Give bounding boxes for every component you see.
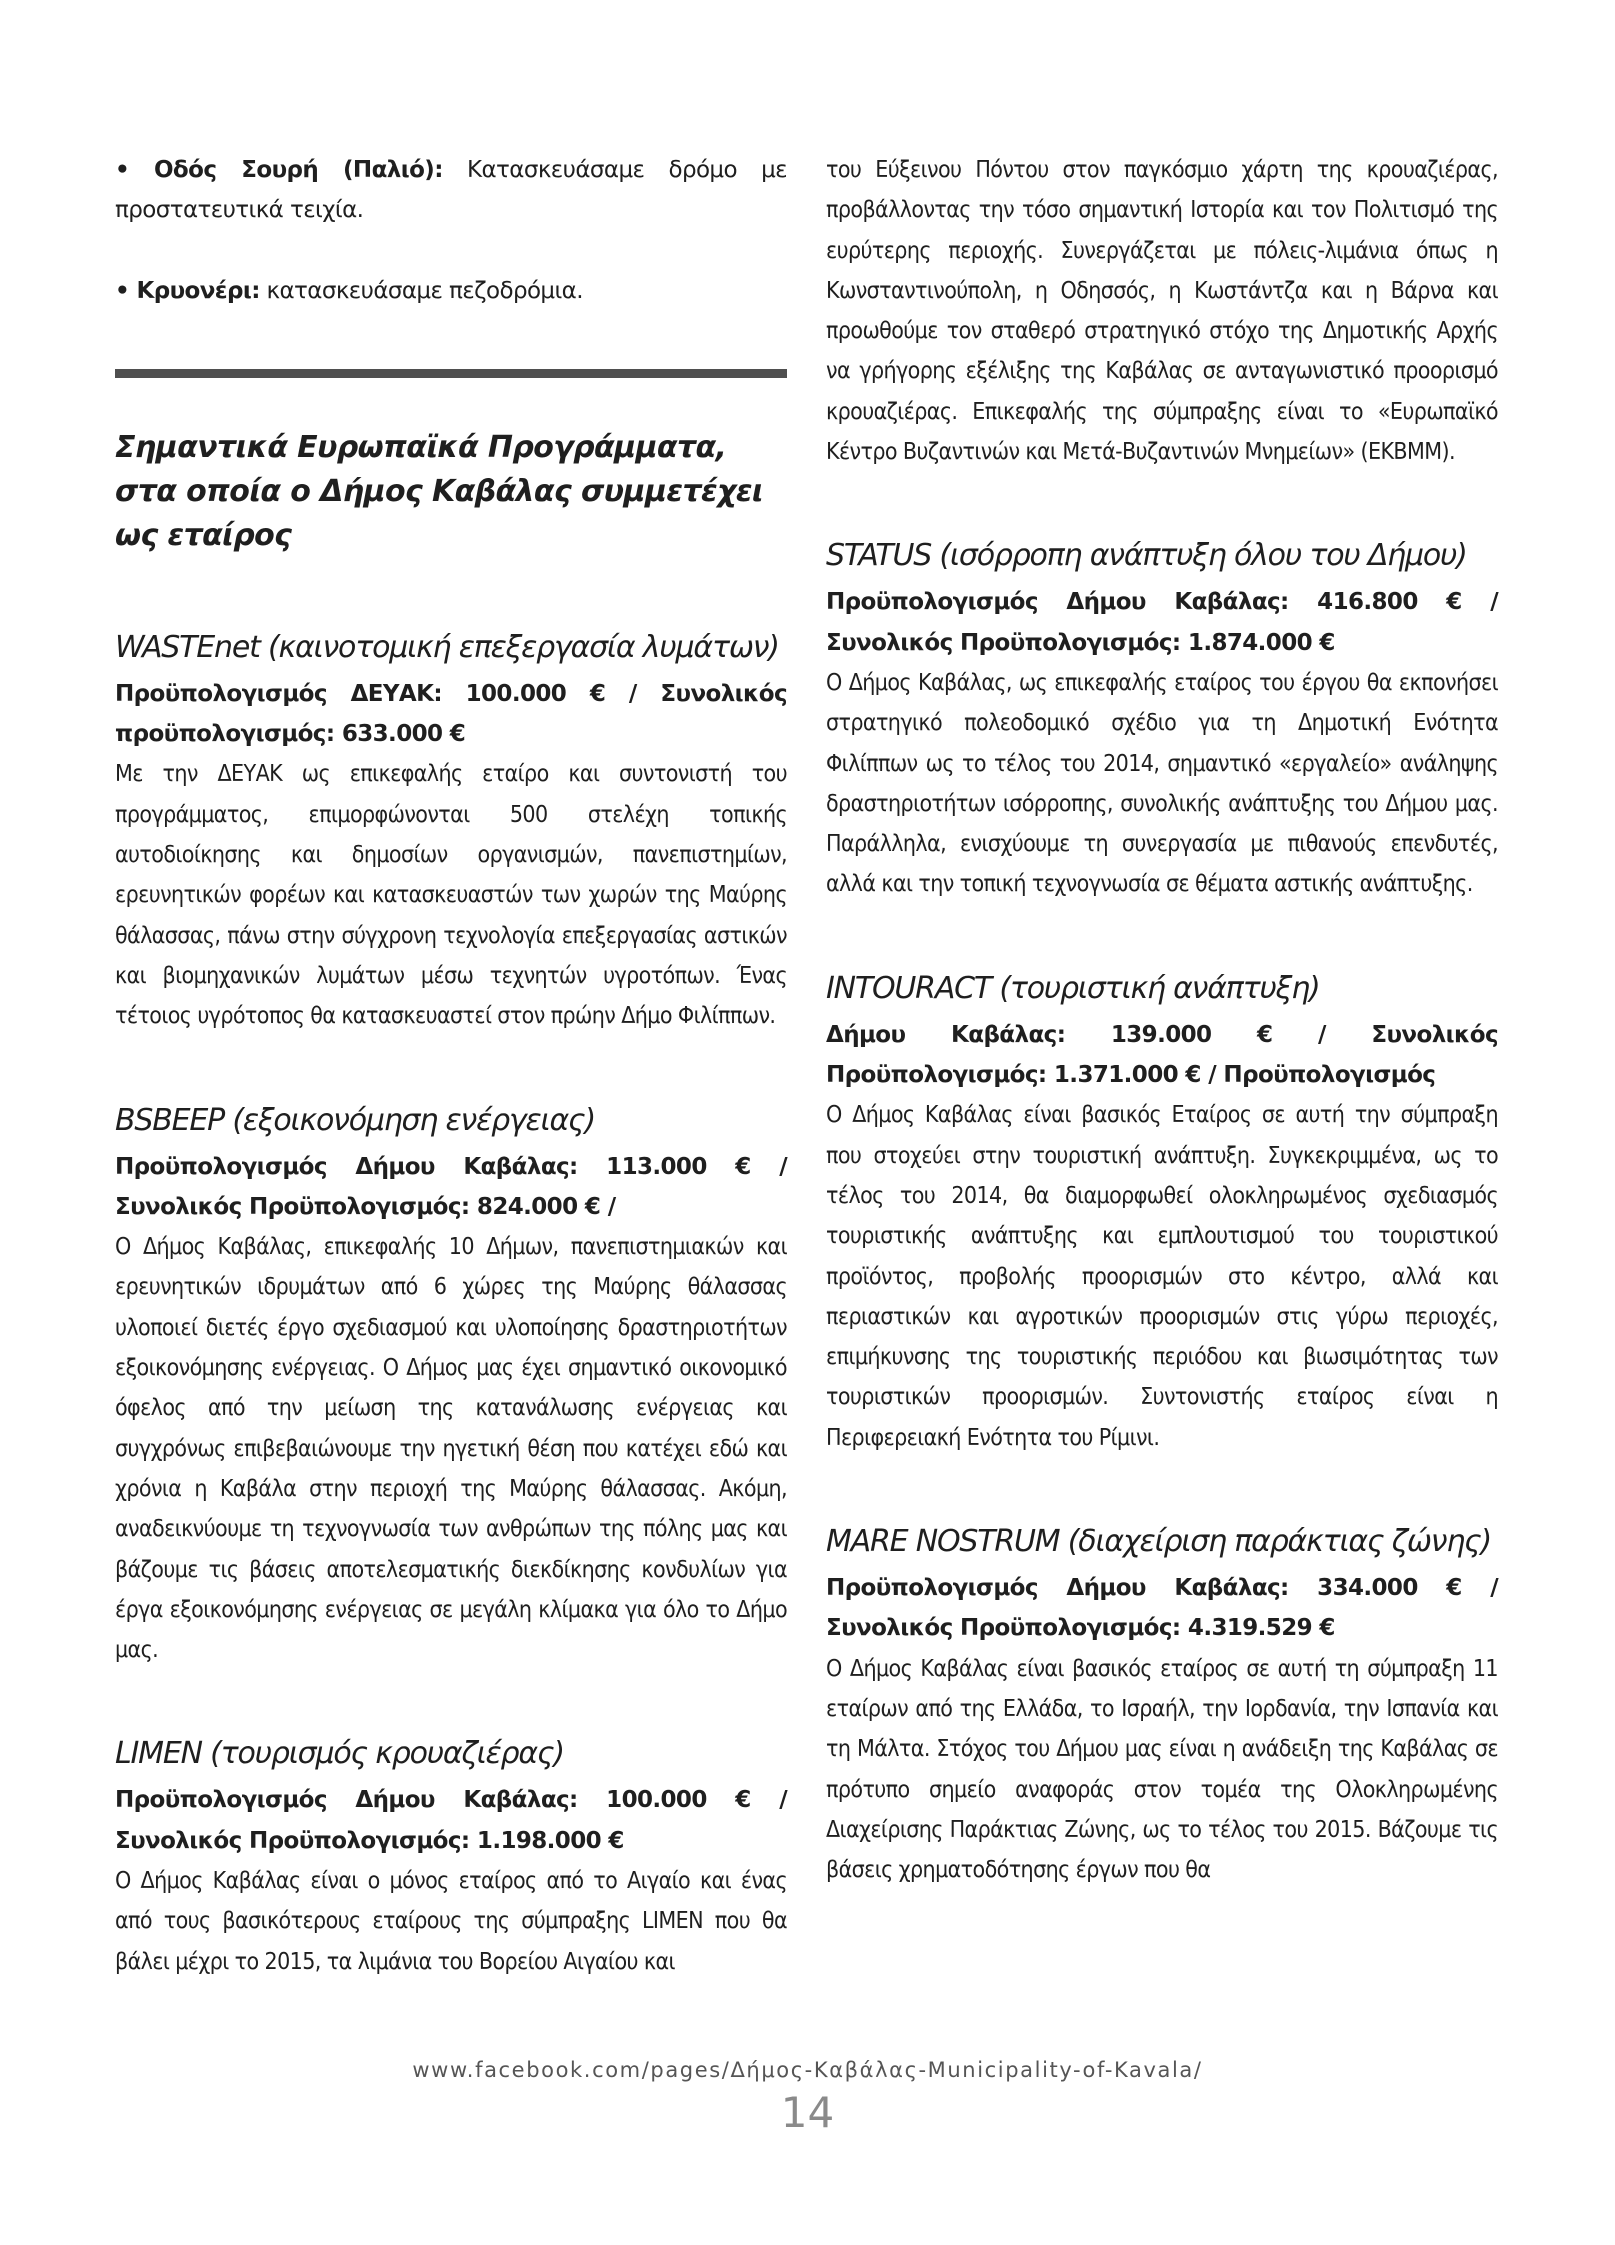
project-budget: Προϋπολογισμός Δήμου Καβάλας: 416.800 € / Συνολικός Προϋπολογισμός: 1.874.000 € (826, 589, 1498, 656)
project-budget: Προϋπολογισμός Δήμου Καβάλας: 100.000 € / Συνολικός Προϋπολογισμός: 1.198.000 € (115, 1787, 787, 1854)
project-budget: Προϋπολογισμός Δήμου Καβάλας: 334.000 € / Συνολικός Προϋπολογισμός: 4.319.529 € (826, 1575, 1498, 1642)
intro-text: του Εύξεινου Πόντου στον παγκόσμιο χάρτη της κρουαζιέρας, προβάλλοντας την τόσο σημαντική Ιστορία και τον Πολιτισμό της ευρύτερης περιοχής. Συνεργάζεται με πόλεις-λιμάνια όπως η Κωνσταντινούπολη, η Οδησσός, η Κωστάντζα και η Βάρνα και προωθούμε τον σταθερό στρατηγικό στόχο της Δημοτικής Αρχής να γρήγορης εξέλιξης της Καβάλας σε ανταγωνιστικό προορισμό κρουαζιέρας. Επικεφαλής της σύμπραξης είναι το «Ευρωπαϊκό Κέντρο Βυζαντινών και Μετά-Βυζαντινών Μνημείων» (ΕΚΒΜΜ). (826, 157, 1498, 466)
section-divider (115, 369, 787, 378)
project-limen (115, 1736, 787, 1981)
left-column (115, 150, 787, 1982)
project-budget: Δήμου Καβάλας: 139.000 € / Συνολικός Προϋπολογισμός: 1.371.000 € / Προϋπολογισμός (826, 1021, 1498, 1089)
bullet-label: • Οδός Σουρή (Παλιό): (115, 157, 443, 183)
project-code: MARE NOSTRUM (826, 1524, 1060, 1560)
section-heading: Σημαντικά Ευρωπαϊκά Προγράμματα, στα οποία ο Δήμος Καβάλας συμμετέχει ως εταίρος (115, 429, 764, 553)
project-desc: (καινοτομική επεξεργασία λυμάτων) (259, 629, 779, 665)
project-bsbeep (115, 1103, 787, 1671)
project-intouract (826, 971, 1498, 1458)
bullet-text: κατασκευάσαμε πεζοδρόμια. (259, 277, 583, 304)
project-budget: Προϋπολογισμός ΔΕΥΑΚ: 100.000 € / Συνολικός προϋπολογισμός: 633.000 € (115, 680, 787, 748)
project-desc: (εξοικονόμηση ενέργειας) (224, 1102, 595, 1138)
page-number: 14 (780, 2088, 835, 2137)
project-mare-nostrum (826, 1524, 1498, 1890)
bullet-label: • Κρυονέρι: (115, 277, 260, 304)
project-title (826, 971, 1498, 1007)
project-desc: (ισόρροπη ανάπτυξη όλου του Δήμου) (931, 538, 1467, 574)
project-code: WASTEnet (115, 629, 260, 665)
project-title (115, 630, 787, 666)
project-code: LIMEN (115, 1736, 202, 1772)
project-desc: (τουριστική ανάπτυξη) (991, 970, 1320, 1006)
project-status (826, 538, 1498, 904)
project-text: Ο Δήμος Καβάλας, ως επικεφαλής εταίρος του έργου θα εκπονήσει στρατηγικό πολεοδομικό σχέδιο για τη Δημοτική Ενότητα Φιλίππων ως το τέλος του 2014, σημαντικό «εργαλείο» ανάληψης δραστηριοτήτων ισόρροπης, συνολικής ανάπτυξης του Δήμου μας. Παράλληλα, ενισχύουμε τη συνεργασία με πιθανούς επενδυτές, αλλά και την τοπική τεχνογνωσία σε θέματα αστικής ανάπτυξης. (826, 669, 1498, 898)
project-title (115, 1736, 787, 1772)
project-text: Ο Δήμος Καβάλας είναι βασικός Εταίρος σε αυτή την σύμπραξη που στοχεύει στην τουριστική ανάπτυξη. Συγκεκριμμένα, ως το τέλος του 2014, θα διαμορφωθεί ολοκληρωμένος σχεδιασμός τουριστικής ανάπτυξης και εμπλουτισμού του τουριστικού προϊόντος, προβολής προορισμών στο κέντρο, αλλά και περιαστικών και αγροτικών προορισμών στις γύρω περιοχές, επιμήκυνσης της τουριστικής περιόδου και βιωσιμότητας των τουριστικών προορισμών. Συντονιστής εταίρος είναι η Περιφερειακή Ενότητα του Ρίμινι. (826, 1102, 1498, 1451)
project-budget: Προϋπολογισμός Δήμου Καβάλας: 113.000 € / Συνολικός Προϋπολογισμός: 824.000 € / (115, 1153, 787, 1220)
bullet-item (115, 150, 787, 231)
project-text: Ο Δήμος Καβάλας, επικεφαλής 10 Δήμων, πανεπιστημιακών και ερευνητικών ιδρυμάτων από 6 χώρες της Μαύρης θάλασσας υλοποιεί διετές έργο σχεδιασμού και υλοποίησης δραστηριοτήτων εξοικονόμησης ενέργειας. Ο Δήμος μας έχει σημαντικό οικονομικό όφελος από την μείωση της κατανάλωσης ενέργειας και συγχρόνως επιβεβαιώνουμε την ηγετική θέση που κατέχει εδώ και χρόνια η Καβάλα στην περιοχή της Μαύρης θάλασσας. Ακόμη, αναδεικνύουμε τη τεχνογνωσία των ανθρώπων της πόλης μας και βάζουμε τις βάσεις αποτελεσματικής διεκδίκησης κονδυλίων για έργα εξοικονόμησης ενέργειας σε μεγάλη κλίμακα για όλο το Δήμο μας. (115, 1234, 787, 1664)
project-text: Ο Δήμος Καβάλας είναι ο μόνος εταίρος από το Αιγαίο και ένας από τους βασικότερους εταίρους της σύμπραξης LIMEN που θα βάλει μέχρι το 2015, τα λιμάνια του Βορείου Αιγαίου και (115, 1868, 787, 1975)
project-text: Ο Δήμος Καβάλας είναι βασικός εταίρος σε αυτή τη σύμπραξη 11 εταίρων από της Ελλάδα, το Ισραήλ, την Ιορδανία, την Ισπανία και τη Μάλτα. Στόχος του Δήμου μας είναι η ανάδειξη της Καβάλας σε πρότυπο σημείο αναφοράς στον τομέα της Ολοκληρωμένης Διαχείρισης Παράκτιας Ζώνης, ως το τέλος του 2015. Βάζουμε τις βάσεις χρηματοδότησης έργων που θα (826, 1655, 1498, 1884)
project-code: INTOURACT (826, 970, 992, 1006)
project-title (826, 1524, 1498, 1560)
bullet-item (115, 271, 787, 311)
project-wastenet (115, 630, 787, 1037)
project-text: Με την ΔΕΥΑΚ ως επικεφαλής εταίρο και συντονιστή του προγράμματος, επιμορφώνονται 500 στελέχη τοπικής αυτοδιοίκησης και δημοσίων οργανισμών, πανεπιστημίων, ερευνητικών φορέων και κατασκευαστών των χωρών της Μαύρης θάλασσας, πάνω στην σύγχρονη τεχνολογία επεξεργασίας αστικών και βιομηχανικών λυμάτων μέσω τεχνητών υγροτόπων. Ένας τέτοιος υγρότοπος θα κατασκευαστεί στον πρώην Δήμο Φιλίππων. (115, 761, 787, 1030)
bullet-text: Κατασκευάσαμε δρόμο με προστατευτικά τειχία. (115, 157, 787, 224)
footer-url: www.facebook.com/pages/Δήμος-Καβάλας-Municipality-of-Kavala/ (412, 2058, 1203, 2082)
project-title (115, 1103, 787, 1139)
project-code: BSBEEP (115, 1102, 225, 1138)
right-column (826, 150, 1498, 1890)
project-code: STATUS (826, 538, 932, 574)
project-desc: (τουρισμός κρουαζιέρας) (201, 1736, 564, 1772)
project-desc: (διαχείριση παράκτιας ζώνης) (1059, 1524, 1492, 1560)
project-title (826, 538, 1498, 574)
